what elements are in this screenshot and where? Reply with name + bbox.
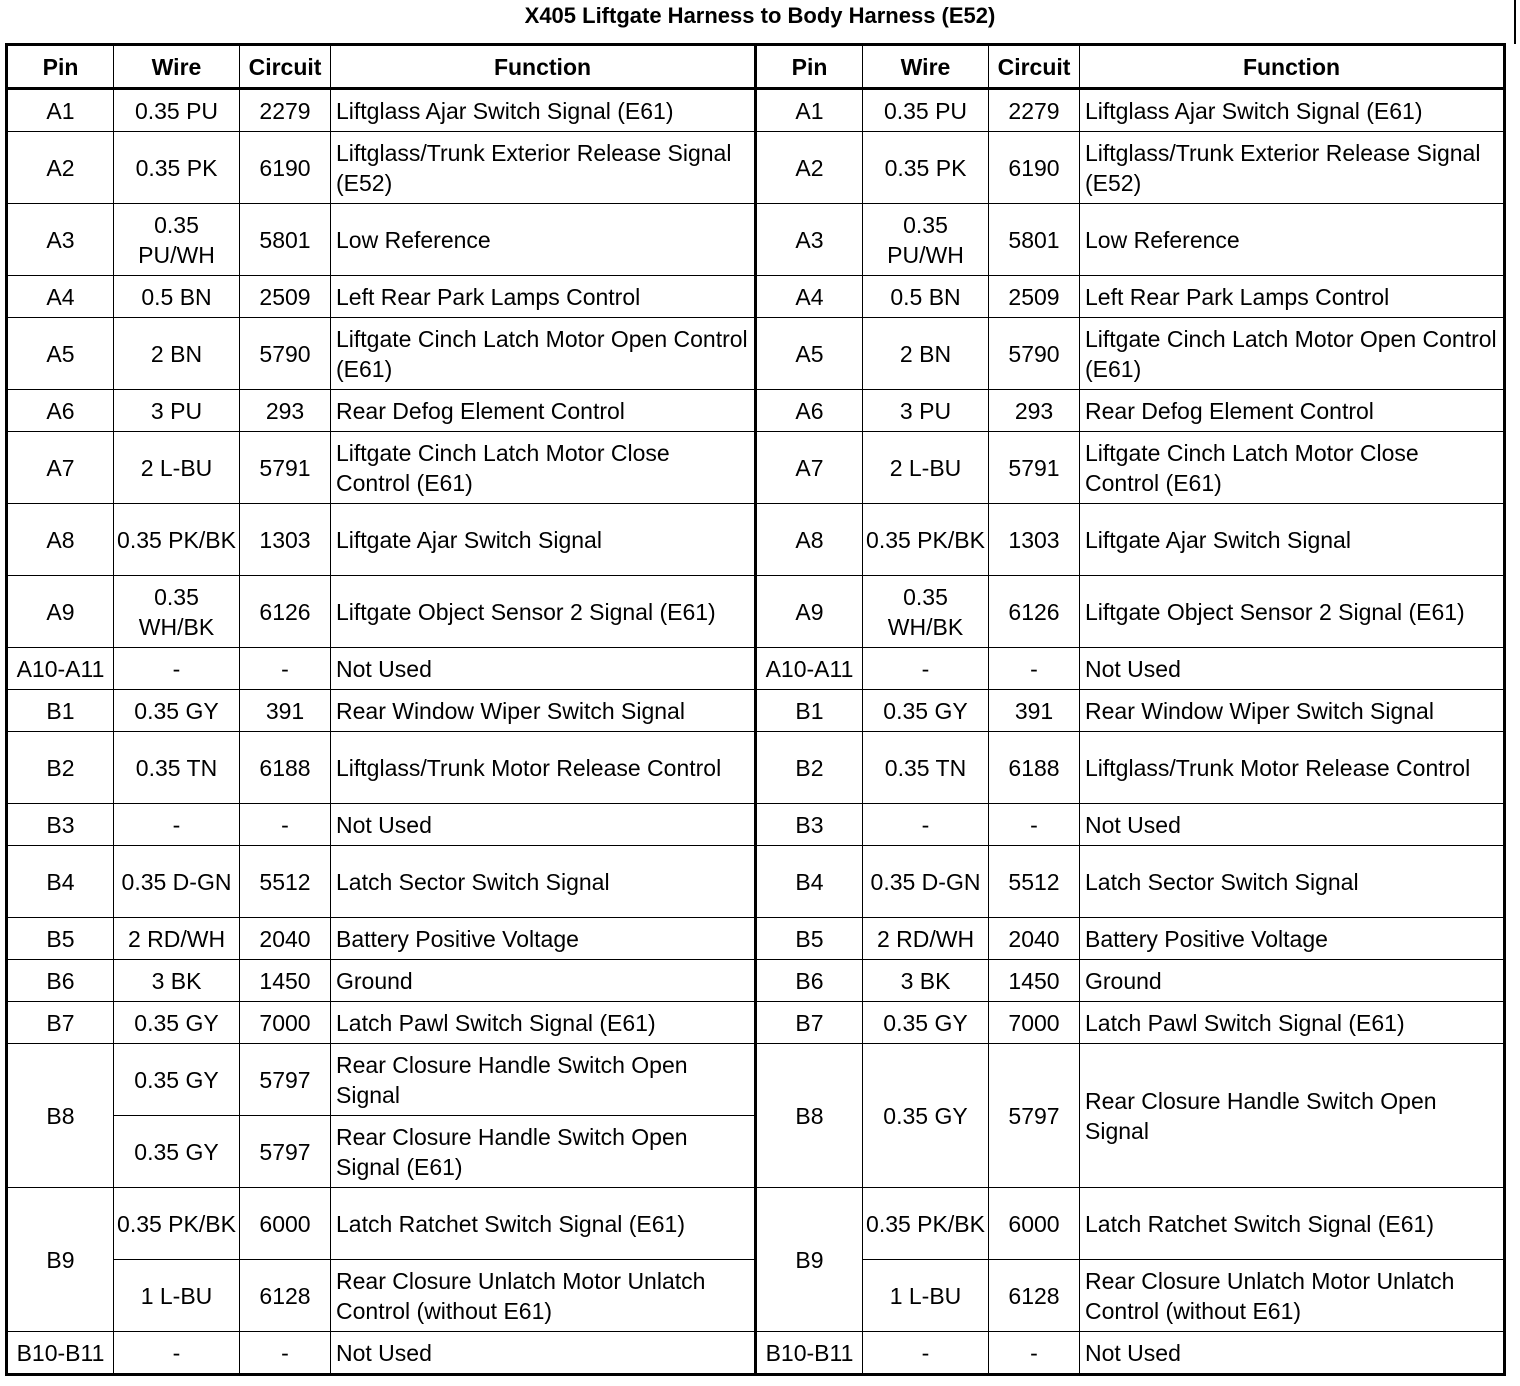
wire-cell: 2 BN	[863, 318, 989, 390]
function-cell: Rear Defog Element Control	[331, 390, 756, 432]
wire-cell: 0.35 PK/BK	[114, 504, 240, 576]
function-cell: Rear Closure Handle Switch Open Signal (E61)	[331, 1116, 756, 1188]
wire-cell: 0.35 GY	[863, 1044, 989, 1188]
pin-cell: A7	[756, 432, 863, 504]
pinout-table	[5, 43, 1506, 1376]
table-row	[7, 576, 1505, 648]
wire-cell: 0.35 PU/WH	[863, 204, 989, 276]
pin-cell: A4	[756, 276, 863, 318]
circuit-cell: 5790	[240, 318, 331, 390]
wire-cell: 2 L-BU	[863, 432, 989, 504]
wire-cell: -	[114, 804, 240, 846]
function-cell: Rear Closure Unlatch Motor Unlatch Control (without E61)	[331, 1260, 756, 1332]
table-row	[7, 318, 1505, 390]
circuit-cell: 6128	[240, 1260, 331, 1332]
table-row	[7, 732, 1505, 804]
table-row	[7, 1044, 1505, 1116]
pin-cell: A6	[7, 390, 114, 432]
function-cell: Liftgate Ajar Switch Signal	[331, 504, 756, 576]
function-cell: Not Used	[1080, 648, 1505, 690]
function-cell: Liftgate Object Sensor 2 Signal (E61)	[1080, 576, 1505, 648]
pin-cell: B10-B11	[756, 1332, 863, 1375]
function-cell: Battery Positive Voltage	[1080, 918, 1505, 960]
function-cell: Liftgate Ajar Switch Signal	[1080, 504, 1505, 576]
pin-cell: B8	[756, 1044, 863, 1188]
pin-cell: B3	[7, 804, 114, 846]
circuit-cell: -	[989, 1332, 1080, 1375]
function-cell: Left Rear Park Lamps Control	[1080, 276, 1505, 318]
circuit-cell: 2279	[989, 89, 1080, 132]
wire-cell: 0.5 BN	[114, 276, 240, 318]
wire-cell: 0.35 GY	[114, 1116, 240, 1188]
pin-cell: A5	[756, 318, 863, 390]
pin-cell: B1	[7, 690, 114, 732]
pin-cell: A2	[7, 132, 114, 204]
circuit-cell: 7000	[240, 1002, 331, 1044]
function-cell: Left Rear Park Lamps Control	[331, 276, 756, 318]
pin-cell: A8	[7, 504, 114, 576]
function-cell: Liftglass/Trunk Motor Release Control	[331, 732, 756, 804]
circuit-cell: 5790	[989, 318, 1080, 390]
function-cell: Not Used	[331, 804, 756, 846]
wire-cell: 0.35 GY	[114, 1002, 240, 1044]
wire-cell: 3 PU	[114, 390, 240, 432]
pin-cell: A9	[756, 576, 863, 648]
circuit-cell: 6188	[989, 732, 1080, 804]
circuit-cell: 6128	[989, 1260, 1080, 1332]
wire-cell: 0.35 GY	[863, 690, 989, 732]
header-circuit: Circuit	[989, 45, 1080, 89]
wire-cell: 2 L-BU	[114, 432, 240, 504]
function-cell: Liftglass Ajar Switch Signal (E61)	[1080, 89, 1505, 132]
pin-cell: B2	[756, 732, 863, 804]
header-function: Function	[331, 45, 756, 89]
function-cell: Low Reference	[331, 204, 756, 276]
circuit-cell: 5797	[240, 1044, 331, 1116]
function-cell: Rear Closure Handle Switch Open Signal	[331, 1044, 756, 1116]
circuit-cell: -	[240, 1332, 331, 1375]
circuit-cell: 1450	[240, 960, 331, 1002]
circuit-cell: 6190	[240, 132, 331, 204]
pin-cell: B6	[7, 960, 114, 1002]
circuit-cell: -	[240, 804, 331, 846]
function-cell: Liftgate Cinch Latch Motor Close Control (E61)	[1080, 432, 1505, 504]
circuit-cell: 6190	[989, 132, 1080, 204]
pin-cell: B10-B11	[7, 1332, 114, 1375]
pin-cell: B4	[756, 846, 863, 918]
table-row	[7, 918, 1505, 960]
pin-cell: A5	[7, 318, 114, 390]
wire-cell: 3 BK	[863, 960, 989, 1002]
pin-cell: A10-A11	[7, 648, 114, 690]
wire-cell: -	[863, 1332, 989, 1375]
circuit-cell: 6126	[989, 576, 1080, 648]
table-row	[7, 132, 1505, 204]
circuit-cell: 293	[240, 390, 331, 432]
function-cell: Battery Positive Voltage	[331, 918, 756, 960]
circuit-cell: 6000	[989, 1188, 1080, 1260]
wire-cell: 2 RD/WH	[863, 918, 989, 960]
title-edge-rule	[1514, 0, 1516, 44]
wire-cell: 0.35 PK/BK	[114, 1188, 240, 1260]
circuit-cell: 391	[240, 690, 331, 732]
circuit-cell: 1303	[989, 504, 1080, 576]
circuit-cell: 5801	[989, 204, 1080, 276]
circuit-cell: 2509	[989, 276, 1080, 318]
circuit-cell: 1450	[989, 960, 1080, 1002]
pin-cell: B8	[7, 1044, 114, 1188]
circuit-cell: 6000	[240, 1188, 331, 1260]
pin-cell: B1	[756, 690, 863, 732]
wire-cell: 2 BN	[114, 318, 240, 390]
pin-cell: B5	[7, 918, 114, 960]
table-row	[7, 204, 1505, 276]
circuit-cell: 2509	[240, 276, 331, 318]
header-wire: Wire	[863, 45, 989, 89]
wire-cell: 0.35 GY	[863, 1002, 989, 1044]
function-cell: Liftglass/Trunk Motor Release Control	[1080, 732, 1505, 804]
circuit-cell: 5797	[240, 1116, 331, 1188]
pinout-body	[7, 89, 1505, 1375]
wire-cell: 0.35 PK	[114, 132, 240, 204]
circuit-cell: 2040	[240, 918, 331, 960]
wire-cell: 0.35 PK/BK	[863, 504, 989, 576]
wire-cell: 0.35 PU	[114, 89, 240, 132]
pin-cell: B6	[756, 960, 863, 1002]
circuit-cell: 5801	[240, 204, 331, 276]
function-cell: Liftgate Object Sensor 2 Signal (E61)	[331, 576, 756, 648]
function-cell: Liftgate Cinch Latch Motor Close Control (E61)	[331, 432, 756, 504]
wire-cell: 1 L-BU	[114, 1260, 240, 1332]
header-row	[7, 45, 1505, 89]
table-row	[7, 648, 1505, 690]
wire-cell: 2 RD/WH	[114, 918, 240, 960]
wire-cell: 0.35 TN	[863, 732, 989, 804]
circuit-cell: -	[989, 648, 1080, 690]
function-cell: Ground	[331, 960, 756, 1002]
wire-cell: 0.35 WH/BK	[863, 576, 989, 648]
pin-cell: B9	[7, 1188, 114, 1332]
wire-cell: 0.35 WH/BK	[114, 576, 240, 648]
pin-cell: A10-A11	[756, 648, 863, 690]
function-cell: Not Used	[331, 648, 756, 690]
pin-cell: A8	[756, 504, 863, 576]
pin-cell: A9	[7, 576, 114, 648]
wire-cell: 0.35 PK/BK	[863, 1188, 989, 1260]
header-pin: Pin	[756, 45, 863, 89]
table-row	[7, 690, 1505, 732]
pin-cell: A1	[756, 89, 863, 132]
table-row	[7, 390, 1505, 432]
wire-cell: 0.35 D-GN	[114, 846, 240, 918]
circuit-cell: -	[989, 804, 1080, 846]
pin-cell: B7	[756, 1002, 863, 1044]
wire-cell: 0.35 TN	[114, 732, 240, 804]
wire-cell: -	[863, 648, 989, 690]
function-cell: Liftglass/Trunk Exterior Release Signal (E52)	[1080, 132, 1505, 204]
circuit-cell: 5797	[989, 1044, 1080, 1188]
circuit-cell: 1303	[240, 504, 331, 576]
function-cell: Liftgate Cinch Latch Motor Open Control (E61)	[331, 318, 756, 390]
function-cell: Liftglass Ajar Switch Signal (E61)	[331, 89, 756, 132]
function-cell: Latch Pawl Switch Signal (E61)	[331, 1002, 756, 1044]
circuit-cell: 293	[989, 390, 1080, 432]
table-row	[7, 846, 1505, 918]
pin-cell: B4	[7, 846, 114, 918]
circuit-cell: 391	[989, 690, 1080, 732]
pin-cell: B9	[756, 1188, 863, 1332]
header-pin: Pin	[7, 45, 114, 89]
wire-cell: -	[114, 648, 240, 690]
wire-cell: 0.5 BN	[863, 276, 989, 318]
wire-cell: 0.35 D-GN	[863, 846, 989, 918]
function-cell: Ground	[1080, 960, 1505, 1002]
pin-cell: B2	[7, 732, 114, 804]
function-cell: Latch Ratchet Switch Signal (E61)	[331, 1188, 756, 1260]
pin-cell: A6	[756, 390, 863, 432]
function-cell: Rear Window Wiper Switch Signal	[331, 690, 756, 732]
circuit-cell: 6126	[240, 576, 331, 648]
table-row	[7, 1332, 1505, 1375]
table-row	[7, 276, 1505, 318]
pin-cell: A3	[756, 204, 863, 276]
pin-cell: A7	[7, 432, 114, 504]
wire-cell: 0.35 PU	[863, 89, 989, 132]
pin-cell: B3	[756, 804, 863, 846]
function-cell: Not Used	[331, 1332, 756, 1375]
wire-cell: 1 L-BU	[863, 1260, 989, 1332]
circuit-cell: 2040	[989, 918, 1080, 960]
circuit-cell: 5512	[989, 846, 1080, 918]
header-circuit: Circuit	[240, 45, 331, 89]
pin-cell: A1	[7, 89, 114, 132]
table-row	[7, 960, 1505, 1002]
function-cell: Latch Pawl Switch Signal (E61)	[1080, 1002, 1505, 1044]
function-cell: Not Used	[1080, 804, 1505, 846]
wire-cell: 3 PU	[863, 390, 989, 432]
circuit-cell: 5512	[240, 846, 331, 918]
pin-cell: A2	[756, 132, 863, 204]
pin-cell: B7	[7, 1002, 114, 1044]
table-row	[7, 1188, 1505, 1260]
function-cell: Latch Sector Switch Signal	[1080, 846, 1505, 918]
function-cell: Latch Sector Switch Signal	[331, 846, 756, 918]
circuit-cell: 6188	[240, 732, 331, 804]
function-cell: Rear Closure Handle Switch Open Signal	[1080, 1044, 1505, 1188]
wire-cell: -	[863, 804, 989, 846]
function-cell: Liftglass/Trunk Exterior Release Signal (E52)	[331, 132, 756, 204]
wire-cell: 0.35 PU/WH	[114, 204, 240, 276]
pin-cell: A4	[7, 276, 114, 318]
header-function: Function	[1080, 45, 1505, 89]
wire-cell: 3 BK	[114, 960, 240, 1002]
table-row	[7, 432, 1505, 504]
function-cell: Latch Ratchet Switch Signal (E61)	[1080, 1188, 1505, 1260]
header-wire: Wire	[114, 45, 240, 89]
function-cell: Rear Defog Element Control	[1080, 390, 1505, 432]
function-cell: Low Reference	[1080, 204, 1505, 276]
table-row	[7, 804, 1505, 846]
circuit-cell: -	[240, 648, 331, 690]
wire-cell: -	[114, 1332, 240, 1375]
circuit-cell: 5791	[240, 432, 331, 504]
function-cell: Liftgate Cinch Latch Motor Open Control (E61)	[1080, 318, 1505, 390]
circuit-cell: 2279	[240, 89, 331, 132]
circuit-cell: 5791	[989, 432, 1080, 504]
function-cell: Not Used	[1080, 1332, 1505, 1375]
pin-cell: B5	[756, 918, 863, 960]
wire-cell: 0.35 PK	[863, 132, 989, 204]
table-row	[7, 1002, 1505, 1044]
table-row	[7, 89, 1505, 132]
wire-cell: 0.35 GY	[114, 1044, 240, 1116]
table-title: X405 Liftgate Harness to Body Harness (E52)	[524, 3, 996, 28]
table-row	[7, 504, 1505, 576]
function-cell: Rear Closure Unlatch Motor Unlatch Control (without E61)	[1080, 1260, 1505, 1332]
pin-cell: A3	[7, 204, 114, 276]
function-cell: Rear Window Wiper Switch Signal	[1080, 690, 1505, 732]
wire-cell: 0.35 GY	[114, 690, 240, 732]
circuit-cell: 7000	[989, 1002, 1080, 1044]
